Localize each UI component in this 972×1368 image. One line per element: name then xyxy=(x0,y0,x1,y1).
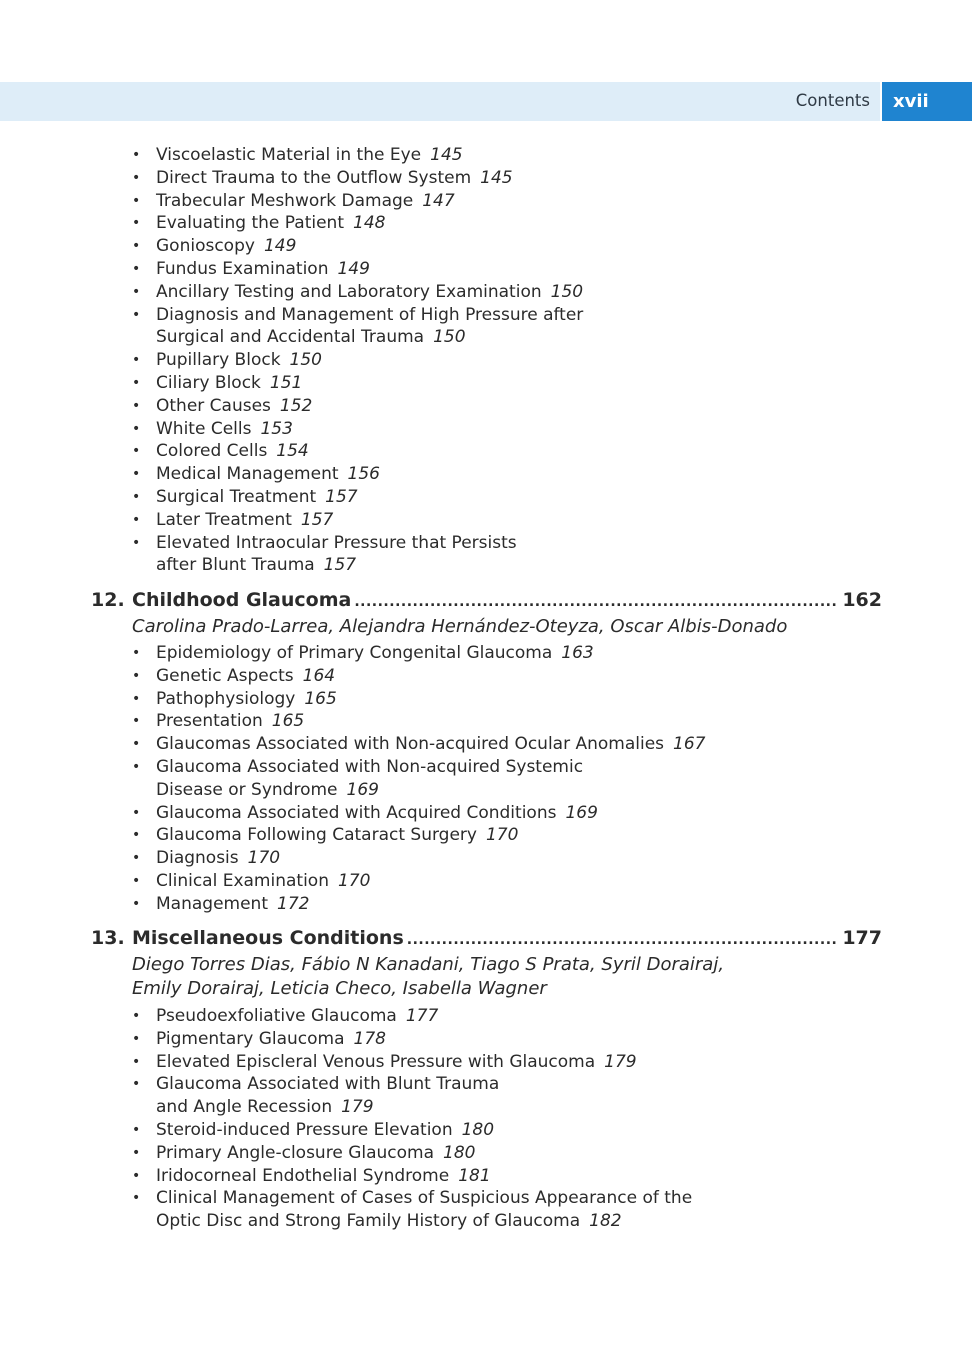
entry-page-number: 172 xyxy=(277,893,310,914)
toc-entry xyxy=(132,281,832,304)
entry-page-number: 152 xyxy=(279,395,313,416)
entry-title: after Blunt Trauma xyxy=(156,555,315,576)
entry-page-number: 156 xyxy=(347,464,380,485)
toc-entry xyxy=(132,1073,832,1119)
entry-page-number: 148 xyxy=(353,213,386,234)
entry-title: Ciliary Block xyxy=(156,372,261,393)
toc-entry xyxy=(132,258,832,281)
entry-title: Management xyxy=(156,893,268,914)
entry-page-number: 163 xyxy=(561,643,594,663)
entry-page-number: 165 xyxy=(304,688,337,709)
entry-title: Surgical Treatment xyxy=(156,486,317,507)
entry-page-number: 164 xyxy=(302,665,336,686)
toc-entry xyxy=(132,665,832,688)
toc-entry xyxy=(132,1051,832,1074)
entry-title: Elevated Intraocular Pressure that Persists xyxy=(156,532,517,553)
entry-page-number: 181 xyxy=(458,1165,491,1186)
entry-page-number: 167 xyxy=(673,734,706,755)
entry-page-number: 145 xyxy=(430,145,463,165)
toc-entry xyxy=(132,532,832,578)
entry-page-number: 151 xyxy=(269,372,303,393)
entry-title: Surgical and Accidental Trauma xyxy=(156,327,425,348)
entry-title: Pigmentary Glaucoma xyxy=(156,1028,345,1049)
entry-page-number: 154 xyxy=(276,441,309,462)
entry-page-number: 169 xyxy=(346,779,379,800)
entry-title: Later Treatment xyxy=(156,509,292,530)
toc-entry-list xyxy=(132,1005,832,1233)
entry-page-number: 149 xyxy=(263,236,297,257)
entry-page-number: 177 xyxy=(405,1006,439,1026)
chapter-number: 13. xyxy=(91,927,125,949)
entry-title: Steroid-induced Pressure Elevation xyxy=(156,1119,453,1140)
toc-entry xyxy=(132,710,832,733)
toc-entry xyxy=(132,235,832,258)
author-line: Diego Torres Dias, Fábio N Kanadani, Tiago S Prata, Syril Dorairaj, xyxy=(132,954,725,975)
chapter-page-number: 162 xyxy=(842,589,882,611)
entry-title: Genetic Aspects xyxy=(156,665,294,686)
toc-entry-list xyxy=(132,144,832,577)
toc-entry xyxy=(132,418,832,441)
entry-page-number: 178 xyxy=(353,1028,386,1049)
toc-entry xyxy=(132,486,832,509)
toc-entry xyxy=(132,824,832,847)
dot-leader xyxy=(407,932,839,948)
entry-title: Disease or Syndrome xyxy=(156,779,338,800)
chapter-number: 12. xyxy=(91,589,125,611)
toc-entry xyxy=(132,1187,832,1233)
entry-page-number: 150 xyxy=(289,350,322,371)
chapter-heading xyxy=(91,589,882,615)
entry-title: Direct Trauma to the Outflow System xyxy=(156,167,472,188)
entry-page-number: 179 xyxy=(341,1097,374,1118)
entry-title: Iridocorneal Endothelial Syndrome xyxy=(156,1165,450,1186)
entry-title: Primary Angle-closure Glaucoma xyxy=(156,1142,435,1163)
chapter-authors xyxy=(132,615,872,639)
toc-entry xyxy=(132,642,832,665)
toc-entry xyxy=(132,893,832,916)
entry-page-number: 157 xyxy=(323,555,357,576)
running-header-band xyxy=(0,82,880,121)
entry-page-number: 180 xyxy=(443,1142,476,1163)
entry-page-number: 170 xyxy=(247,848,281,869)
entry-page-number: 180 xyxy=(461,1119,495,1140)
toc-entry xyxy=(132,212,832,235)
entry-title: Presentation xyxy=(156,711,263,732)
entry-page-number: 147 xyxy=(422,190,455,211)
entry-title: Diagnosis xyxy=(156,848,239,869)
toc-entry xyxy=(132,870,832,893)
toc-entry xyxy=(132,756,832,802)
entry-title: White Cells xyxy=(156,418,252,439)
page-number-box xyxy=(882,82,972,121)
entry-page-number: 149 xyxy=(337,258,370,279)
toc-entry xyxy=(132,190,832,213)
entry-page-number: 169 xyxy=(565,802,598,823)
entry-page-number: 153 xyxy=(260,418,293,439)
entry-title: Pupillary Block xyxy=(156,350,281,371)
entry-title: Epidemiology of Primary Congenital Glaucoma xyxy=(156,643,553,663)
entry-page-number: 150 xyxy=(550,281,584,302)
toc-entry xyxy=(132,733,832,756)
entry-title: Glaucoma Associated with Acquired Conditions xyxy=(156,802,557,823)
entry-page-number: 157 xyxy=(300,509,334,530)
toc-entry xyxy=(132,349,832,372)
dot-leader xyxy=(354,594,838,610)
running-header-title: Contents xyxy=(795,91,870,110)
entry-title: Optic Disc and Strong Family History of Glaucoma xyxy=(156,1211,581,1232)
entry-title: and Angle Recession xyxy=(156,1097,333,1118)
entry-page-number: 145 xyxy=(480,167,513,188)
entry-page-number: 150 xyxy=(433,327,466,348)
entry-title: Medical Management xyxy=(156,464,339,485)
entry-title: Clinical Management of Cases of Suspicious Appearance of the xyxy=(156,1188,693,1209)
entry-title: Pseudoexfoliative Glaucoma xyxy=(156,1006,397,1026)
entry-title: Glaucoma Associated with Blunt Trauma xyxy=(156,1074,500,1095)
toc-entry xyxy=(132,372,832,395)
toc-entry xyxy=(132,688,832,711)
toc-entry-list xyxy=(132,642,832,916)
entry-page-number: 179 xyxy=(604,1051,637,1072)
chapter-title: Miscellaneous Conditions xyxy=(132,927,404,949)
entry-page-number: 170 xyxy=(485,825,519,846)
entry-title: Glaucoma Associated with Non-acquired Systemic xyxy=(156,756,584,777)
toc-entry xyxy=(132,463,832,486)
chapter-page-number: 177 xyxy=(842,927,882,949)
page-number: xvii xyxy=(893,91,929,112)
author-line: Carolina Prado-Larrea, Alejandra Hernández-Oteyza, Oscar Albis-Donado xyxy=(132,616,788,637)
entry-title: Clinical Examination xyxy=(156,870,329,891)
toc-entry xyxy=(132,440,832,463)
entry-title: Elevated Episcleral Venous Pressure with Glaucoma xyxy=(156,1051,596,1072)
toc-entry xyxy=(132,304,832,350)
entry-title: Colored Cells xyxy=(156,441,268,462)
entry-title: Evaluating the Patient xyxy=(156,213,344,234)
chapter-heading xyxy=(91,927,882,953)
entry-page-number: 170 xyxy=(337,870,371,891)
entry-page-number: 157 xyxy=(325,486,358,507)
entry-page-number: 182 xyxy=(589,1211,622,1232)
entry-title: Viscoelastic Material in the Eye xyxy=(156,145,422,165)
entry-title: Glaucoma Following Cataract Surgery xyxy=(156,825,477,846)
entry-title: Pathophysiology xyxy=(156,688,296,709)
toc-entry xyxy=(132,1028,832,1051)
toc-entry xyxy=(132,1119,832,1142)
toc-entry xyxy=(132,1165,832,1188)
toc-entry xyxy=(132,144,832,167)
entry-page-number: 165 xyxy=(271,711,305,732)
entry-title: Diagnosis and Management of High Pressure after xyxy=(156,304,584,325)
entry-title: Gonioscopy xyxy=(156,236,255,257)
toc-entry xyxy=(132,395,832,418)
toc-entry xyxy=(132,847,832,870)
entry-title: Ancillary Testing and Laboratory Examination xyxy=(156,281,542,302)
toc-entry xyxy=(132,802,832,825)
toc-entry xyxy=(132,1005,832,1028)
toc-entry xyxy=(132,1142,832,1165)
toc-entry xyxy=(132,167,832,190)
entry-title: Trabecular Meshwork Damage xyxy=(156,190,414,211)
chapter-authors xyxy=(132,953,872,1001)
entry-title: Fundus Examination xyxy=(156,258,329,279)
chapter-title: Childhood Glaucoma xyxy=(132,589,352,611)
toc-entry xyxy=(132,509,832,532)
entry-title: Glaucomas Associated with Non-acquired Ocular Anomalies xyxy=(156,734,665,755)
entry-title: Other Causes xyxy=(156,395,271,416)
author-line: Emily Dorairaj, Leticia Checo, Isabella Wagner xyxy=(132,978,547,999)
